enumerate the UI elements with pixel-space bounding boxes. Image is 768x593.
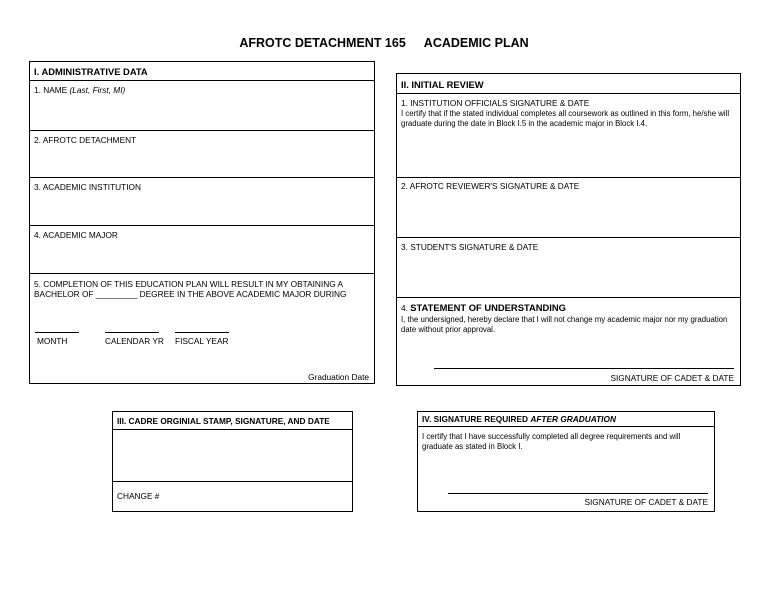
cadet-signature-line bbox=[434, 368, 734, 369]
administrative-data-section bbox=[29, 61, 375, 384]
month-label: MONTH bbox=[37, 336, 68, 346]
detachment-field[interactable] bbox=[30, 131, 374, 178]
understanding-heading: STATEMENT OF UNDERSTANDING bbox=[410, 302, 566, 313]
cadre-stamp-section bbox=[112, 411, 353, 512]
cadet-signature-caption: SIGNATURE OF CADET & DATE bbox=[610, 373, 734, 383]
student-signature-field[interactable] bbox=[397, 238, 740, 298]
reviewer-label: 2. AFROTC REVIEWER'S SIGNATURE & DATE bbox=[401, 181, 580, 191]
officials-certification-text: I certify that if the stated individual completes all coursework as outlined in this form, he/she will graduate during the date in Block I.5 in the academic major in Block I.4. bbox=[401, 109, 730, 128]
fiscal-year-label: FISCAL YEAR bbox=[175, 336, 229, 346]
institution-label: 3. ACADEMIC INSTITUTION bbox=[34, 182, 141, 192]
post-graduation-certification-field[interactable] bbox=[418, 427, 714, 513]
plan-title: ACADEMIC PLAN bbox=[423, 36, 529, 50]
section4-header bbox=[418, 412, 714, 427]
understanding-field[interactable] bbox=[397, 298, 740, 387]
institution-field[interactable] bbox=[30, 178, 374, 226]
name-hint: (Last, First, MI) bbox=[69, 85, 126, 95]
section1-heading: I. ADMINISTRATIVE DATA bbox=[34, 66, 148, 77]
cadre-stamp-field[interactable] bbox=[113, 430, 352, 482]
post-graduation-signature-line bbox=[448, 493, 708, 494]
major-field[interactable] bbox=[30, 226, 374, 274]
completion-line1: 5. COMPLETION OF THIS EDUCATION PLAN WILL RESULT IN MY OBTAINING A bbox=[34, 279, 344, 289]
completion-field[interactable] bbox=[30, 274, 374, 385]
post-graduation-text: I certify that I have successfully completed all degree requirements and will graduate as stated in Block I. bbox=[422, 432, 681, 451]
detachment-label: 2. AFROTC DETACHMENT bbox=[34, 135, 137, 145]
major-label: 4. ACADEMIC MAJOR bbox=[34, 230, 118, 240]
section3-heading: III. CADRE ORGINIAL STAMP, SIGNATURE, AND DATE bbox=[117, 416, 330, 426]
officials-signature-field[interactable] bbox=[397, 94, 740, 178]
officials-label: 1. INSTITUTION OFFICIALS SIGNATURE & DATE bbox=[401, 98, 590, 108]
change-number-label: CHANGE # bbox=[117, 491, 160, 501]
month-line bbox=[35, 332, 79, 333]
section4-heading-italic: AFTER GRADUATION bbox=[530, 414, 616, 424]
detachment-title: AFROTC DETACHMENT 165 bbox=[239, 36, 406, 50]
completion-line2: BACHELOR OF _________ DEGREE IN THE ABOVE ACADEMIC MAJOR DURING bbox=[34, 289, 347, 299]
fiscal-year-line bbox=[175, 332, 229, 333]
name-field[interactable] bbox=[30, 81, 374, 131]
understanding-number: 4. bbox=[401, 303, 408, 313]
section1-header bbox=[30, 62, 374, 81]
page-title bbox=[0, 36, 768, 50]
calendar-yr-line bbox=[105, 332, 159, 333]
initial-review-section bbox=[396, 73, 741, 386]
calendar-yr-label: CALENDAR YR bbox=[105, 336, 164, 346]
change-number-field[interactable] bbox=[113, 482, 352, 513]
section4-heading: IV. SIGNATURE REQUIRED bbox=[422, 414, 529, 424]
post-graduation-signature-section bbox=[417, 411, 715, 512]
name-label: 1. NAME bbox=[34, 85, 68, 95]
student-label: 3. STUDENT'S SIGNATURE & DATE bbox=[401, 242, 539, 252]
section3-header bbox=[113, 412, 352, 430]
graduation-date-label: Graduation Date bbox=[308, 372, 369, 382]
post-graduation-signature-caption: SIGNATURE OF CADET & DATE bbox=[584, 497, 708, 507]
understanding-text: I, the undersigned, hereby declare that I will not change my academic major nor my graduation date without prior approval. bbox=[401, 315, 728, 334]
reviewer-signature-field[interactable] bbox=[397, 178, 740, 238]
section2-header bbox=[397, 74, 740, 94]
section2-heading: II. INITIAL REVIEW bbox=[401, 79, 484, 90]
